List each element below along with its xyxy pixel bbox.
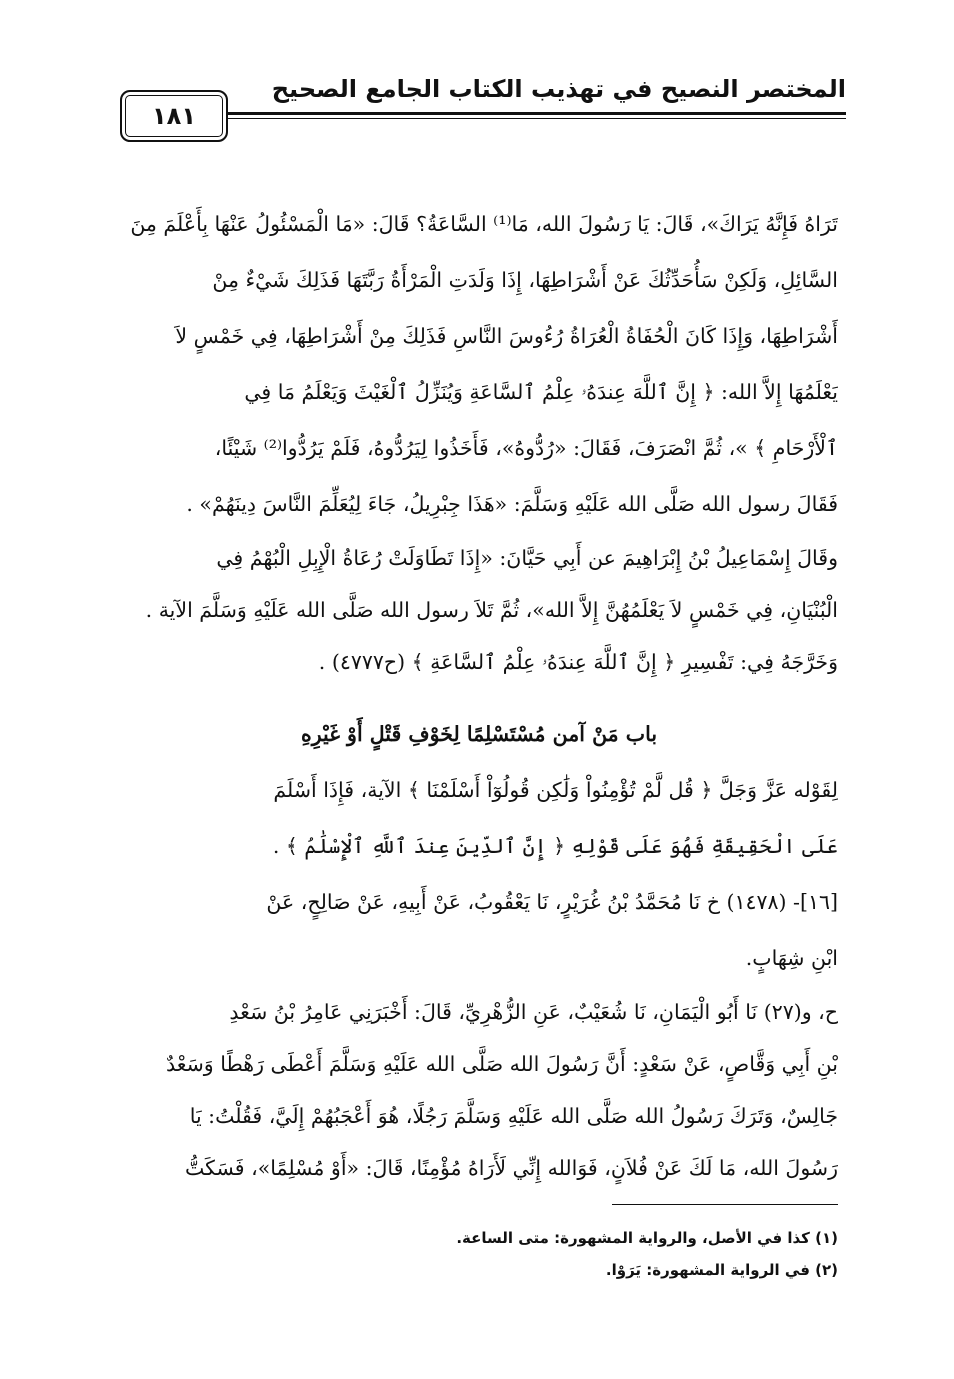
text-line: عَلَى الْحَقِيقَةِ فَهُوَ عَلَى قَوْلِهِ ﴿ إِنَّ ٱلدِّينَ عِندَ ٱللَّهِ ٱلْإِسْلَٰمُ ﴾ . bbox=[272, 834, 838, 858]
text-line: رَسُولَ الله، مَا لَكَ عَنْ فُلاَنٍ، فَوَالله إِنِّي لَأَرَاهُ مُؤْمِنًا، قَالَ: «أَوْ مُسْلِمًا»، فَسَكَتُّ bbox=[185, 1156, 838, 1180]
footnote-separator bbox=[612, 1204, 838, 1205]
text-line: جَالِسٌ، وَتَرَكَ رَسُولُ الله صَلَّى الله عَلَيْهِ وَسَلَّمَ رَجُلًا، هُوَ أَعْجَبُهُمْ إِلَيَّ، فَقُلْتُ: يَا bbox=[189, 1104, 838, 1128]
footnotes bbox=[300, 1222, 838, 1286]
text-line: يَعْلَمُهَا إِلاَّ الله: ﴿ إِنَّ ٱللَّهَ عِندَهُۥ عِلْمُ ٱلسَّاعَةِ وَيُنَزِّلُ ٱلْغَيْثَ وَيَعْلَمُ مَا فِي bbox=[244, 380, 838, 404]
running-header-title: المختصر النصيح في تهذيب الكتاب الجامع الصحيح bbox=[271, 75, 846, 103]
text-line: ح، و(٢٧) نَا أَبُو الْيَمَانِ، نَا شُعَيْبٌ، عَنِ الزُّهْرِيِّ، قَالَ: أَخْبَرَنِي عَامِرُ بْنُ سَعْدِ bbox=[229, 1000, 838, 1024]
text-line: الْبُنْيَانِ، فِي خَمْسٍ لاَ يَعْلَمُهُنَّ إِلاَّ الله»، ثُمَّ تَلاَ رسول الله صَلَّى الله عَلَيْهِ وَسَلَّمَ الآية . bbox=[145, 598, 838, 622]
header-rule-thick bbox=[226, 112, 846, 115]
chapter-heading: باب مَنْ آمن مُسْتَسْلِمًا لِخَوْفِ قَتْلٍ أَوْ غَيْرِهِ bbox=[300, 722, 658, 746]
text-line: [١٦]- (١٤٧٨) خ نَا مُحَمَّدُ بْنُ غُرَيْرٍ، نَا يَعْقُوبُ، عَنْ أَبِيهِ، عَنْ صَالِحٍ، عَنْ bbox=[266, 890, 838, 914]
footnote-2: (٢) في الرواية المشهورة: يَرَوْا. bbox=[605, 1261, 838, 1279]
text-line: السَّائِلِ، وَلَكِنْ سَأُحَدِّثُكَ عَنْ أَشْرَاطِهَا، إِذَا وَلَدَتِ الْمَرْأَةُ رَبَّتَهَا فَذَلِكَ شَيْءٌ مِنْ bbox=[212, 268, 838, 292]
text-line: ابْنِ شِهَابٍ. bbox=[745, 946, 838, 970]
text-line: أَشْرَاطِهَا، وَإِذَا كَانَ الْحُفَاةُ الْعُرَاةُ رُءُوسَ النَّاسِ فَذَلِكَ مِنْ أَشْرَاطِهَا، فِي خَمْسٍ لاَ bbox=[175, 324, 838, 348]
footnote-1: (١) كذا في الأصل، والرواية المشهورة: متى الساعة. bbox=[456, 1229, 838, 1247]
page-number: ١٨١ bbox=[152, 102, 196, 130]
header-rule-thin bbox=[226, 118, 846, 119]
text-line: لِقَوْله عَزَّ وَجَلَّ ﴿ قُل لَّمْ تُؤْمِنُواْ وَلَٰكِن قُولُوٓاْ أَسْلَمْنَا ﴾ الآية، فَإِذَا أَسْلَمَ bbox=[273, 778, 838, 802]
text-line: بْنِ أَبِي وَقَّاصٍ، عَنْ سَعْدٍ: أَنَّ رَسُولَ الله صَلَّى الله عَلَيْهِ وَسَلَّمَ أَعْطَى رَهْطًا وَسَعْدٌ bbox=[165, 1052, 838, 1076]
text-line: ٱلْأَرْحَامِ ﴾ »، ثُمَّ انْصَرَفَ، فَقَالَ: «رُدُّوهُ»، فَأَخَذُوا لِيَرُدُّوهُ، فَلَمْ يَرُدُّوا⁽²⁾ شَيْئًا، bbox=[214, 436, 838, 460]
text-line: وقَالَ إِسْمَاعِيلُ بْنُ إِبْرَاهِيمَ عن أَبِي حَيَّانَ: «إِذَا تَطَاوَلَتْ رُعَاةُ الْإِبِلِ الْبُهْمُ فِي bbox=[216, 546, 838, 570]
text-line: تَرَاهُ فَإِنَّهُ يَرَاكَ»، قَالَ: يَا رَسُولَ الله، مَا⁽¹⁾ السَّاعَةُ؟ قَالَ: «مَا الْمَسْئُولُ عَنْهَا بِأَعْلَمَ مِنَ bbox=[130, 212, 838, 236]
section-gap bbox=[120, 688, 838, 706]
page-number-box bbox=[120, 90, 228, 142]
main-text bbox=[120, 196, 838, 1194]
text-line: فَقَالَ رسول الله صَلَّى الله عَلَيْهِ وَسَلَّمَ: «هَذَا جِبْرِيلُ، جَاءَ لِيُعَلِّمَ النَّاسَ دِينَهُمْ» . bbox=[186, 492, 838, 516]
text-line: وَخَرَّجَهُ فِي: تَفْسِيرِ ﴿ إِنَّ ٱللَّهَ عِندَهُۥ عِلْمُ ٱلسَّاعَةِ ﴾ (ح٤٧٧٧) . bbox=[318, 650, 838, 674]
